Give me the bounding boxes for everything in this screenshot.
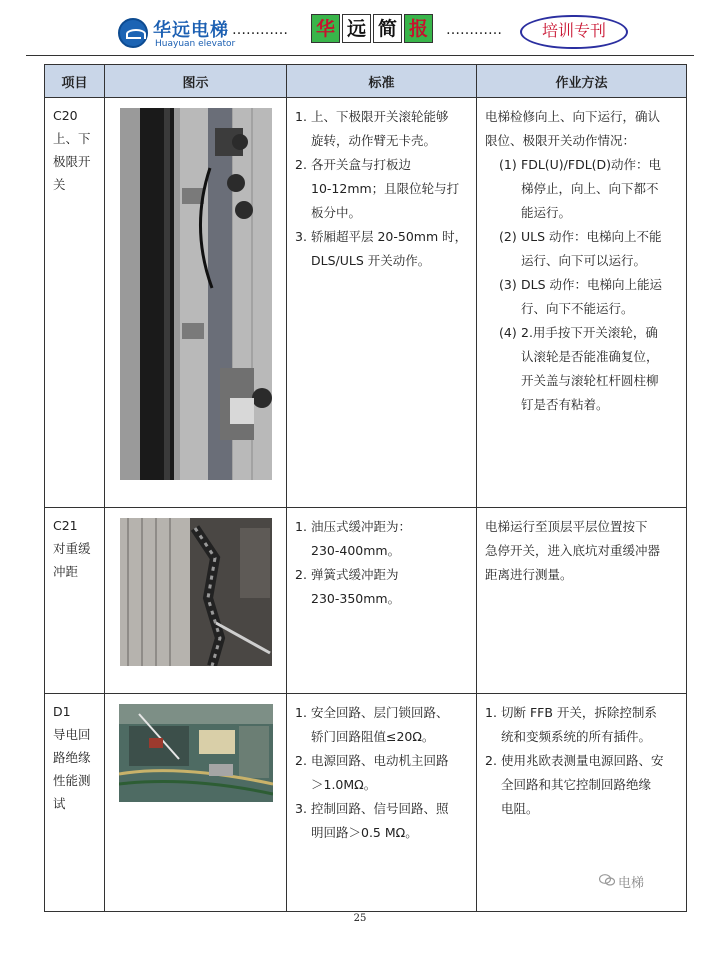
text-line: 电梯检修向上、向下运行，确认 xyxy=(485,109,661,124)
text-line: 距离进行测量。 xyxy=(485,567,573,582)
text-line: 板分中。 xyxy=(311,205,362,220)
text-line: 统和变频系统的所有插件。 xyxy=(501,729,652,744)
text-line: 行、向下不能运行。 xyxy=(521,301,634,316)
text-line: 弹簧式缓冲距为 xyxy=(311,567,399,582)
text-line: 旋转，动作臂无卡壳。 xyxy=(311,133,437,148)
huayuan-logo-icon xyxy=(118,18,148,48)
text-line: 安全回路、层门锁回路、 xyxy=(311,705,449,720)
photo-cell xyxy=(105,508,287,694)
text-line: ＞1.0MΩ。 xyxy=(311,777,377,792)
photo-cell xyxy=(105,694,287,912)
text-line: 急停开关，进入底坑对重缓冲器 xyxy=(485,543,661,558)
text-line: ULS 动作：电梯向上不能 xyxy=(521,229,662,244)
item-name-line: 路绝缘 xyxy=(53,750,91,765)
list-number: 2. xyxy=(485,753,497,768)
list-number: (3) xyxy=(499,277,517,292)
watermark-text: 电梯 xyxy=(618,876,645,891)
text-line: 钉是否有粘着。 xyxy=(521,397,609,412)
text-line: 230-350mm。 xyxy=(311,591,401,606)
text-line: 2.用手按下开关滚轮，确 xyxy=(521,325,658,340)
inspection-table xyxy=(44,64,687,912)
standard-cell xyxy=(287,98,477,508)
list-item xyxy=(295,515,468,563)
column-header: 项目 xyxy=(45,65,105,98)
text-line: 油压式缓冲距为： xyxy=(311,519,412,534)
brand-name-en: Huayuan elevator xyxy=(155,39,236,49)
text-line: 轿门回路阻值≤20Ω。 xyxy=(311,729,435,744)
bulletin-title xyxy=(311,14,433,43)
chat-bubble-icon xyxy=(599,874,615,886)
text-line: 能运行。 xyxy=(521,205,572,220)
column-header: 作业方法 xyxy=(477,65,687,98)
item-name-line: 关 xyxy=(53,177,66,192)
bulletin-char: 报 xyxy=(404,14,433,43)
text-line: 上、下极限开关滚轮能够 xyxy=(311,109,449,124)
page-number: 25 xyxy=(353,913,367,924)
standard-list xyxy=(295,701,468,845)
list-item xyxy=(295,797,468,845)
item-code: D1 xyxy=(53,704,71,719)
text-line: 轿厢超平层 20-50mm 时， xyxy=(311,229,468,244)
header-dots-left: ………… xyxy=(232,22,288,38)
list-item xyxy=(485,153,678,225)
list-item xyxy=(295,153,468,225)
list-number: 2. xyxy=(295,157,307,172)
text-line: FDL(U)/FDL(D)动作：电 xyxy=(521,157,662,172)
bulletin-char: 远 xyxy=(342,14,371,43)
limit-switch-photo xyxy=(120,108,272,480)
table-row xyxy=(45,98,687,508)
text-line: 230-400mm。 xyxy=(311,543,401,558)
method-cell xyxy=(477,98,687,508)
list-number: 3. xyxy=(295,229,307,244)
control-cabinet-photo xyxy=(119,704,273,802)
method-cell xyxy=(477,694,687,912)
item-code: C21 xyxy=(53,518,78,533)
item-name-line: 试 xyxy=(53,796,66,811)
list-item xyxy=(295,105,468,153)
text-line: 明回路＞0.5 MΩ。 xyxy=(311,825,418,840)
bulletin-char: 华 xyxy=(311,14,340,43)
list-number: 1. xyxy=(295,109,307,124)
text-line: 限位、极限开关动作情况： xyxy=(485,133,636,148)
page-header xyxy=(0,0,720,60)
list-number: (2) xyxy=(499,229,517,244)
buffer-photo xyxy=(120,518,272,666)
standard-cell xyxy=(287,508,477,694)
standard-list xyxy=(295,515,468,611)
list-number: 3. xyxy=(295,801,307,816)
list-item xyxy=(485,749,678,821)
item-name-line: 性能测 xyxy=(53,773,91,788)
list-number: (1) xyxy=(499,157,517,172)
text-line: 梯停止，向上、向下都不 xyxy=(521,181,659,196)
list-item xyxy=(295,749,468,797)
table-row xyxy=(45,508,687,694)
method-list xyxy=(485,701,678,821)
list-item xyxy=(485,701,678,749)
column-header: 标准 xyxy=(287,65,477,98)
header-dots-right: ………… xyxy=(446,22,502,38)
list-number: 1. xyxy=(295,519,307,534)
standard-list xyxy=(295,105,468,273)
list-number: 1. xyxy=(295,705,307,720)
text-line: 认滚轮是否能准确复位， xyxy=(521,349,659,364)
item-name-line: 导电回 xyxy=(53,727,91,742)
table-header-row xyxy=(45,65,687,98)
item-name-line: 上、下 xyxy=(53,131,91,146)
list-number: 1. xyxy=(485,705,497,720)
text-line: 电阻。 xyxy=(501,801,539,816)
list-number: (4) xyxy=(499,325,517,340)
text-line: 全回路和其它控制回路绝缘 xyxy=(501,777,652,792)
text-line: 10-12mm；且限位轮与打 xyxy=(311,181,460,196)
method-cell xyxy=(477,508,687,694)
text-line: 使用兆欧表测量电源回路、安 xyxy=(501,753,664,768)
text-line: 切断 FFB 开关，拆除控制系 xyxy=(501,705,657,720)
item-name-line: 对重缓 xyxy=(53,541,91,556)
item-name-line: 极限开 xyxy=(53,154,91,169)
header-divider xyxy=(26,55,694,56)
text-line: DLS/ULS 开关动作。 xyxy=(311,253,431,268)
item-cell xyxy=(45,694,105,912)
standard-cell xyxy=(287,694,477,912)
list-item xyxy=(485,225,678,273)
item-cell xyxy=(45,508,105,694)
list-item xyxy=(485,273,678,321)
text-line: DLS 动作：电梯向上能运 xyxy=(521,277,662,292)
list-number: 2. xyxy=(295,753,307,768)
text-line: 电梯运行至顶层平层位置按下 xyxy=(485,519,648,534)
text-line: 控制回路、信号回路、照 xyxy=(311,801,449,816)
text-line: 运行、向下可以运行。 xyxy=(521,253,647,268)
list-item xyxy=(295,701,468,749)
list-item xyxy=(295,563,468,611)
item-cell xyxy=(45,98,105,508)
photo-cell xyxy=(105,98,287,508)
item-code: C20 xyxy=(53,108,78,123)
brand-name-cn: 华远电梯 xyxy=(153,20,229,41)
text-line: 各开关盒与打板边 xyxy=(311,157,412,172)
special-issue-badge: 培训专刊 xyxy=(520,15,628,49)
list-item xyxy=(485,321,678,417)
bulletin-char: 简 xyxy=(373,14,402,43)
item-name-line: 冲距 xyxy=(53,564,79,579)
list-number: 2. xyxy=(295,567,307,582)
column-header: 图示 xyxy=(105,65,287,98)
text-line: 电源回路、电动机主回路 xyxy=(311,753,449,768)
table-row xyxy=(45,694,687,912)
text-line: 开关盖与滚轮杠杆圆柱柳 xyxy=(521,373,659,388)
list-item xyxy=(295,225,468,273)
